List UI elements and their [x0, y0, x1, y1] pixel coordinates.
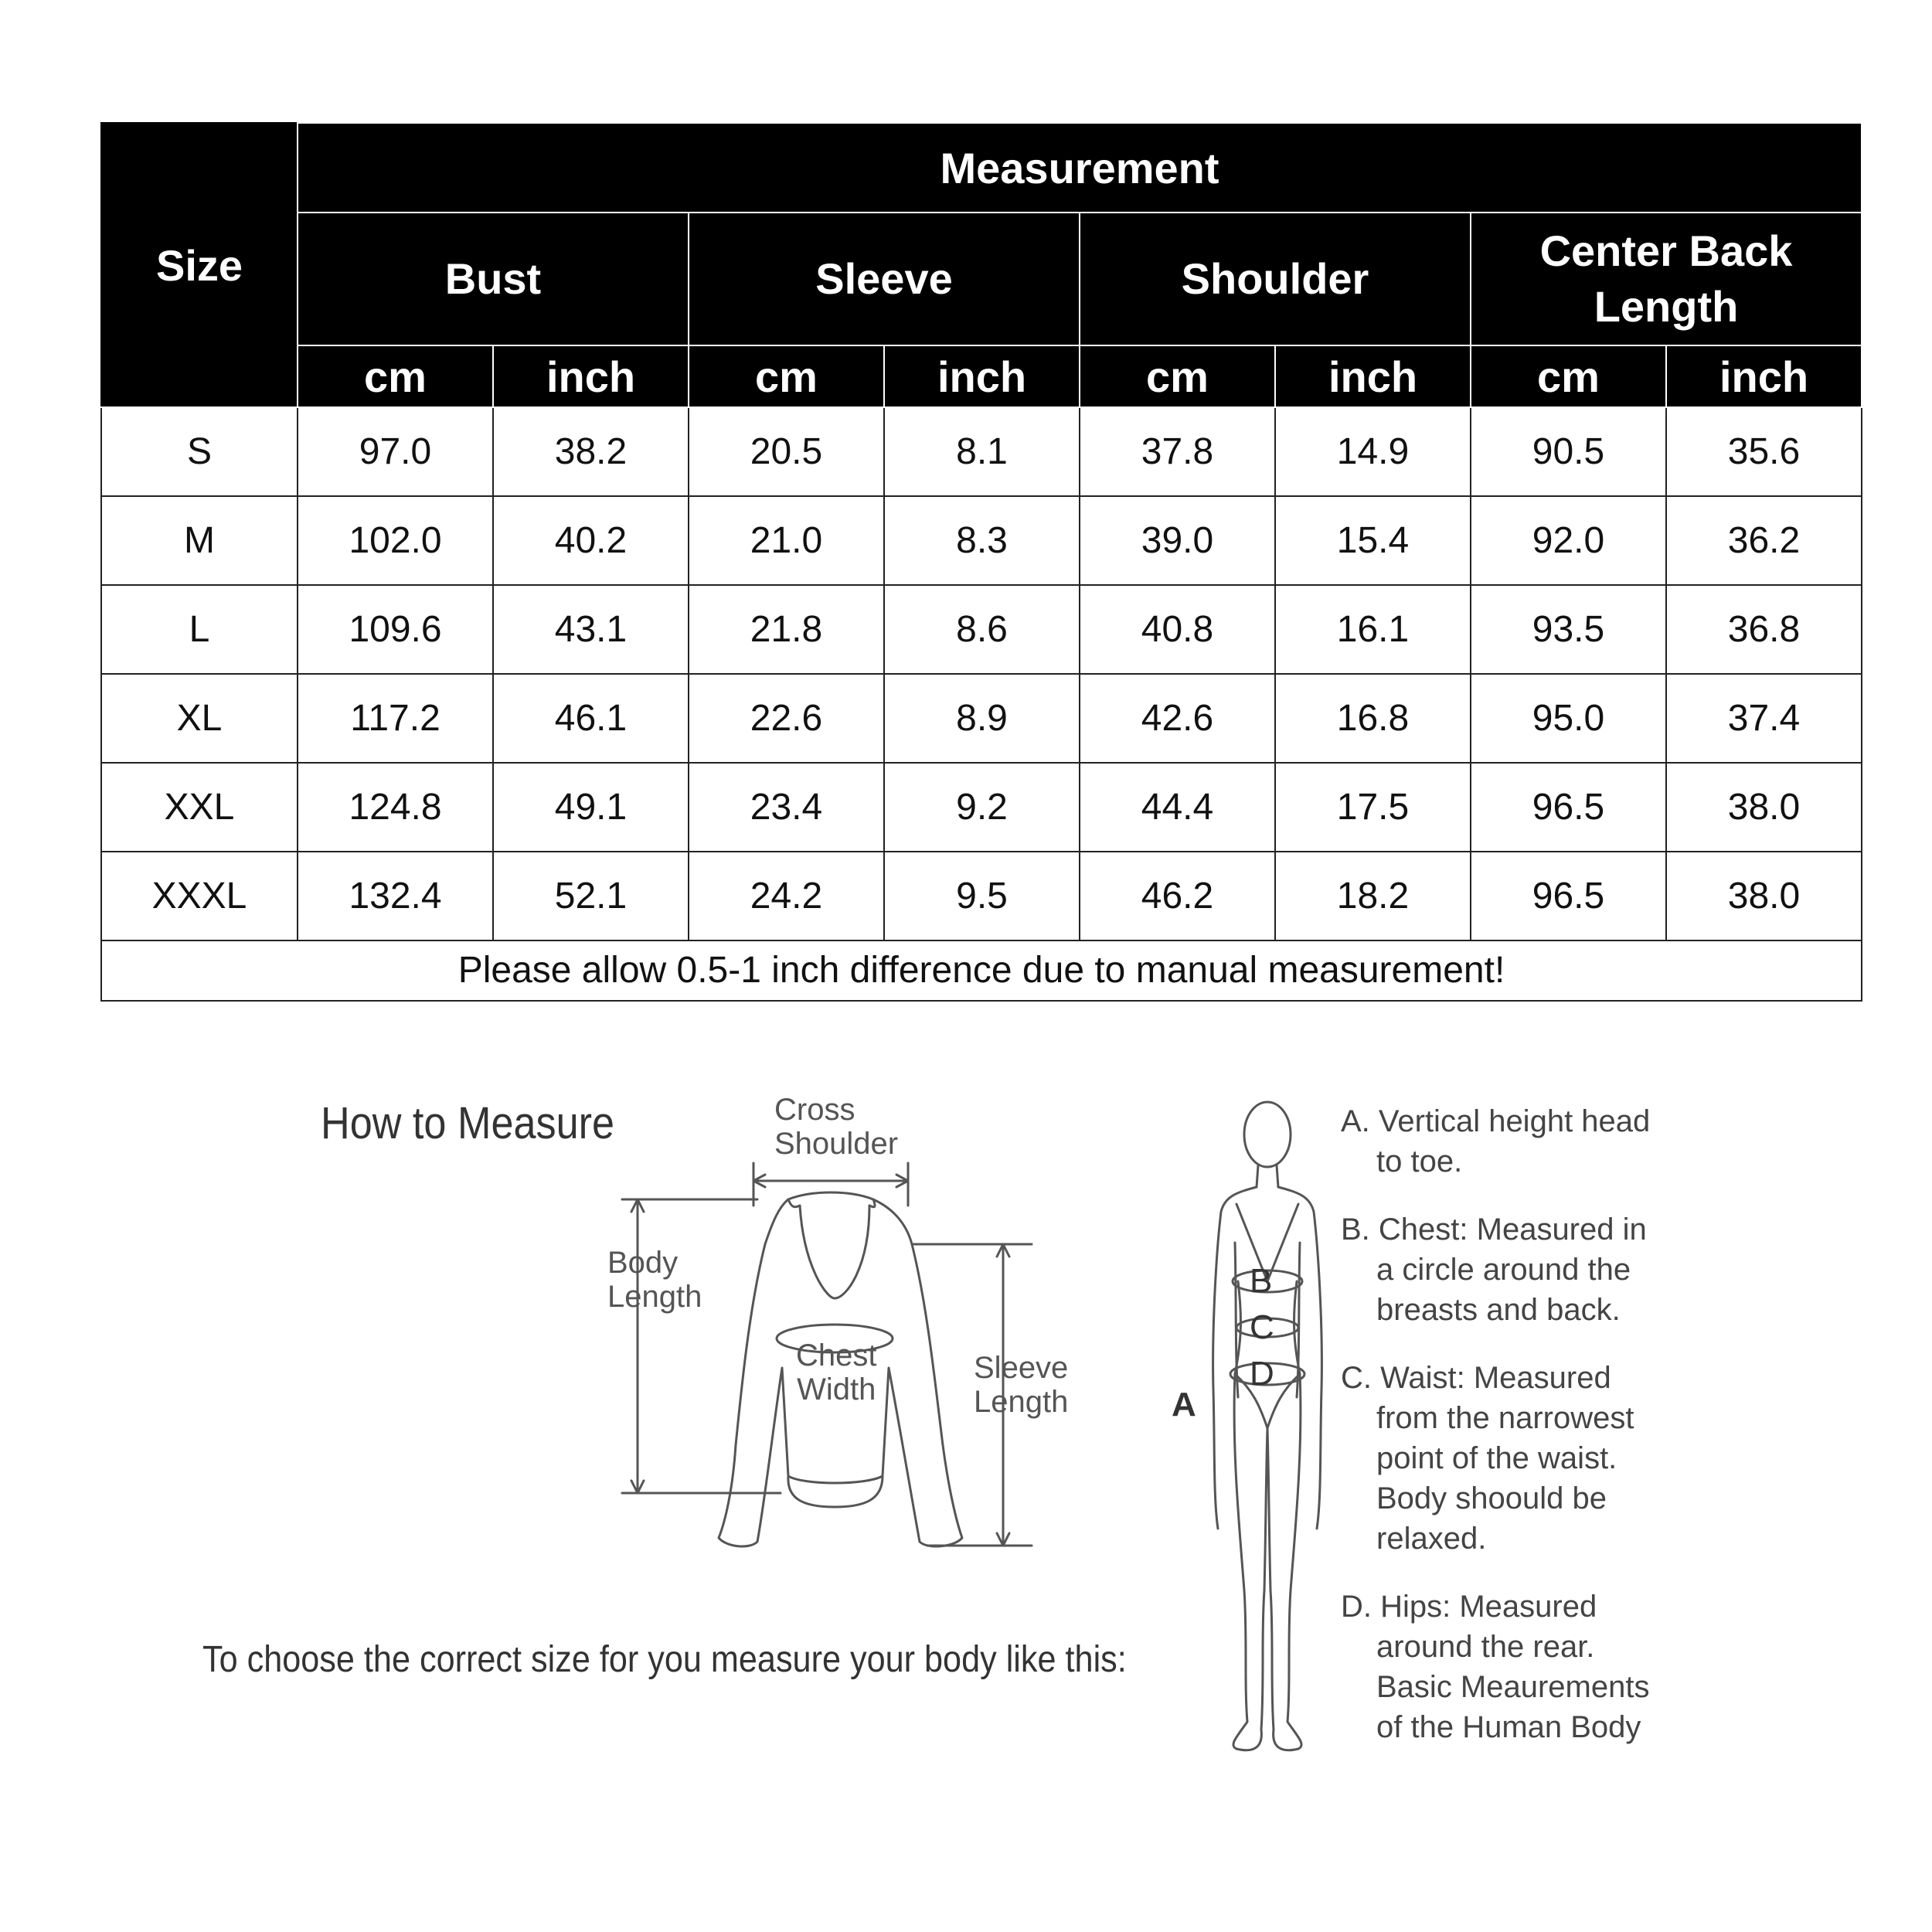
size-chart-table	[100, 122, 1862, 1002]
value-cell: 36.8	[1666, 585, 1862, 674]
group-header-shoulder: Shoulder	[1080, 213, 1471, 345]
note-c-waist	[1341, 1358, 1665, 1559]
value-cell: 38.2	[493, 407, 689, 496]
value-cell: 40.2	[493, 496, 689, 585]
choose-size-instruction: To choose the correct size for you measure your body like this:	[202, 1639, 1127, 1680]
value-cell: 49.1	[493, 763, 689, 852]
cross-shoulder-label-line1: Cross	[774, 1093, 855, 1127]
value-cell: 92.0	[1471, 496, 1666, 585]
value-cell: 38.0	[1666, 763, 1862, 852]
value-cell: 9.5	[884, 852, 1080, 940]
value-cell: 43.1	[493, 585, 689, 674]
unit-header-cm: cm	[298, 345, 493, 407]
value-cell: 14.9	[1275, 407, 1471, 496]
value-cell: 16.1	[1275, 585, 1471, 674]
group-header-sleeve: Sleeve	[689, 213, 1080, 345]
value-cell: 24.2	[689, 852, 884, 940]
value-cell: 21.8	[689, 585, 884, 674]
measurement-note: Please allow 0.5-1 inch difference due to manual measurement!	[101, 940, 1862, 1001]
size-cell: M	[101, 496, 298, 585]
value-cell: 102.0	[298, 496, 493, 585]
body-label-d: D	[1250, 1355, 1274, 1393]
value-cell: 97.0	[298, 407, 493, 496]
value-cell: 23.4	[689, 763, 884, 852]
note-b-text: B. Chest: Measured in a circle around the breasts and back.	[1341, 1213, 1647, 1327]
cross-shoulder-label	[774, 1093, 898, 1161]
body-figure-diagram	[1190, 1096, 1345, 1768]
value-cell: 40.8	[1080, 585, 1275, 674]
value-cell: 44.4	[1080, 763, 1275, 852]
note-d-hips	[1341, 1587, 1665, 1747]
value-cell: 8.3	[884, 496, 1080, 585]
table-row	[101, 852, 1862, 940]
header-row-measurement	[101, 123, 1862, 213]
value-cell: 96.5	[1471, 763, 1666, 852]
value-cell: 20.5	[689, 407, 884, 496]
size-cell: XL	[101, 674, 298, 763]
value-cell: 35.6	[1666, 407, 1862, 496]
value-cell: 22.6	[689, 674, 884, 763]
value-cell: 52.1	[493, 852, 689, 940]
group-header-center-back-length: Center Back Length	[1471, 213, 1862, 345]
sleeve-length-label-line1: Sleeve	[974, 1351, 1069, 1385]
body-length-label-line1: Body	[607, 1246, 679, 1280]
size-cell: S	[101, 407, 298, 496]
note-d-text: D. Hips: Measured around the rear. Basic Meaurements of the Human Body	[1341, 1590, 1650, 1744]
chest-width-label-line1: Chest	[796, 1338, 877, 1372]
chest-width-label-line2: Width	[797, 1372, 876, 1406]
sleeve-length-label	[974, 1351, 1068, 1419]
unit-header-cm: cm	[1080, 345, 1275, 407]
group-header-bust: Bust	[298, 213, 689, 345]
size-cell: XXL	[101, 763, 298, 852]
cross-shoulder-label-line2: Shoulder	[774, 1127, 899, 1161]
body-label-a: A	[1172, 1386, 1196, 1423]
size-cell: XXXL	[101, 852, 298, 940]
value-cell: 93.5	[1471, 585, 1666, 674]
value-cell: 38.0	[1666, 852, 1862, 940]
value-cell: 132.4	[298, 852, 493, 940]
value-cell: 37.8	[1080, 407, 1275, 496]
value-cell: 36.2	[1666, 496, 1862, 585]
table-row	[101, 496, 1862, 585]
value-cell: 8.9	[884, 674, 1080, 763]
how-to-measure-title: How to Measure	[321, 1098, 615, 1148]
measurement-header: Measurement	[298, 123, 1862, 213]
note-a-text: A. Vertical height head to toe.	[1341, 1104, 1651, 1179]
body-length-label-line2: Length	[607, 1280, 702, 1314]
value-cell: 37.4	[1666, 674, 1862, 763]
chest-width-label	[796, 1338, 877, 1406]
value-cell: 96.5	[1471, 852, 1666, 940]
unit-header-cm: cm	[1471, 345, 1666, 407]
size-cell: L	[101, 585, 298, 674]
value-cell: 17.5	[1275, 763, 1471, 852]
value-cell: 95.0	[1471, 674, 1666, 763]
body-label-b: B	[1250, 1262, 1273, 1300]
header-row-units	[101, 345, 1862, 407]
table-row	[101, 674, 1862, 763]
value-cell: 42.6	[1080, 674, 1275, 763]
value-cell: 18.2	[1275, 852, 1471, 940]
value-cell: 8.6	[884, 585, 1080, 674]
value-cell: 39.0	[1080, 496, 1275, 585]
size-header: Size	[101, 123, 298, 407]
unit-header-inch: inch	[493, 345, 689, 407]
note-a-height	[1341, 1101, 1665, 1182]
value-cell: 16.8	[1275, 674, 1471, 763]
value-cell: 90.5	[1471, 407, 1666, 496]
unit-header-inch: inch	[884, 345, 1080, 407]
table-row	[101, 407, 1862, 496]
value-cell: 9.2	[884, 763, 1080, 852]
sleeve-length-label-line2: Length	[974, 1385, 1069, 1419]
table-row	[101, 763, 1862, 852]
value-cell: 46.2	[1080, 852, 1275, 940]
note-c-text: C. Waist: Measured from the narrowest point of the waist. Body shoould be relaxed.	[1341, 1361, 1634, 1556]
value-cell: 15.4	[1275, 496, 1471, 585]
value-cell: 46.1	[493, 674, 689, 763]
unit-header-inch: inch	[1275, 345, 1471, 407]
body-label-c: C	[1250, 1308, 1274, 1346]
body-length-label	[607, 1246, 702, 1314]
value-cell: 124.8	[298, 763, 493, 852]
measurement-notes	[1341, 1101, 1665, 1775]
table-row	[101, 585, 1862, 674]
value-cell: 109.6	[298, 585, 493, 674]
note-row	[101, 940, 1862, 1001]
value-cell: 8.1	[884, 407, 1080, 496]
note-b-chest	[1341, 1209, 1665, 1330]
unit-header-cm: cm	[689, 345, 884, 407]
unit-header-inch: inch	[1666, 345, 1862, 407]
value-cell: 117.2	[298, 674, 493, 763]
header-row-groups	[101, 213, 1862, 345]
table-body	[101, 407, 1862, 1001]
value-cell: 21.0	[689, 496, 884, 585]
